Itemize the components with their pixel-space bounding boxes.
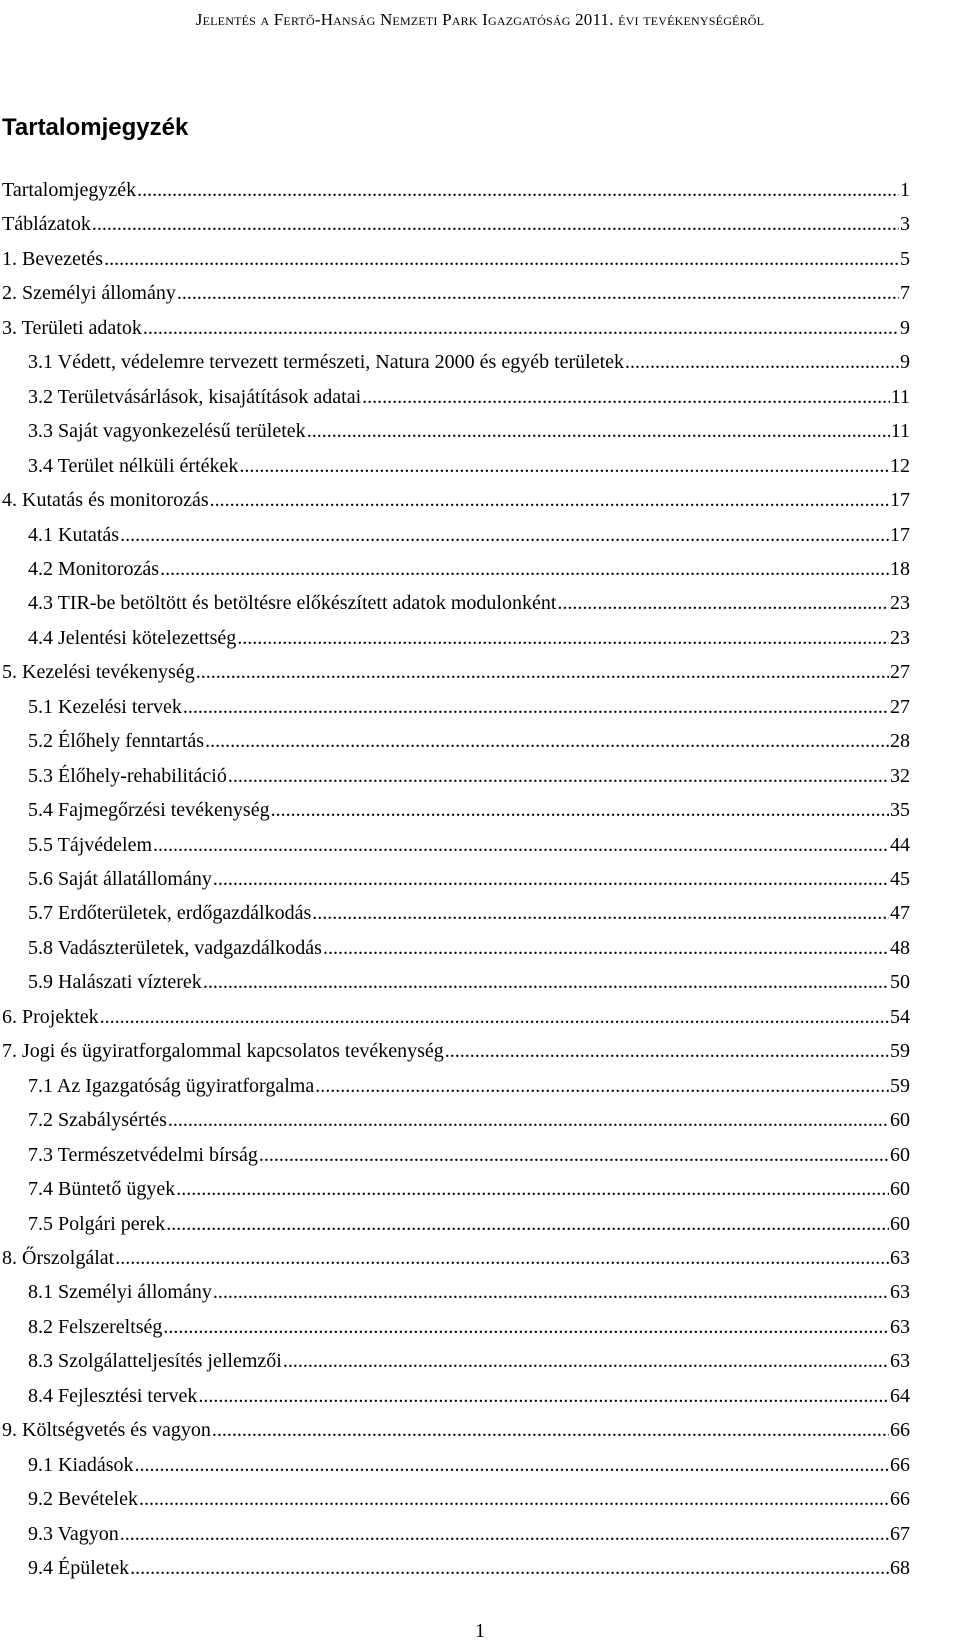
toc-entry-page: 60 — [890, 1143, 910, 1166]
toc-entry-page: 63 — [890, 1246, 910, 1269]
toc-entry-page: 11 — [890, 420, 910, 443]
toc-entry[interactable] — [28, 1519, 910, 1549]
document-header: Jelentés a Fertő-Hanság Nemzeti Park Igazgatóság 2011. évi tevékenységéről — [195, 10, 765, 29]
toc-entry[interactable] — [28, 830, 910, 860]
toc-entry-label: 8.2 Felszereltség — [28, 1315, 163, 1338]
toc-entry[interactable] — [28, 347, 910, 377]
toc-entry-label: 3.4 Terület nélküli értékek — [28, 454, 239, 477]
toc-entry-page: 23 — [890, 626, 910, 649]
toc-entry-label: Tartalomjegyzék — [2, 179, 137, 201]
toc-entry[interactable] — [28, 898, 910, 928]
toc-leader-dots — [362, 382, 890, 412]
toc-entry[interactable] — [2, 278, 910, 308]
toc-entry-page: 66 — [890, 1453, 910, 1476]
toc-entry-page: 35 — [890, 799, 910, 822]
toc-entry-label: 9. Költségvetés és vagyon — [2, 1419, 211, 1442]
toc-entry-page: 1 — [900, 179, 910, 201]
toc-leader-dots — [120, 1519, 889, 1549]
toc-entry-page: 47 — [890, 902, 910, 925]
toc-leader-dots — [135, 1450, 889, 1480]
toc-leader-dots — [210, 485, 889, 515]
toc-leader-dots — [203, 967, 889, 997]
toc-leader-dots — [168, 1105, 889, 1135]
toc-entry-label: 9.3 Vagyon — [28, 1522, 119, 1545]
toc-entry-label: 8.4 Fejlesztési tervek — [28, 1384, 198, 1407]
toc-entry-label: 5.5 Tájvédelem — [28, 833, 153, 856]
toc-entry[interactable] — [28, 1553, 910, 1583]
toc-entry-label: 8. Őrszolgálat — [2, 1246, 115, 1269]
toc-entry[interactable] — [2, 209, 910, 239]
toc-leader-dots — [120, 520, 889, 550]
toc-entry-label: 4. Kutatás és monitorozás — [2, 489, 209, 512]
toc-leader-dots — [445, 1036, 889, 1066]
toc-entry-page: 17 — [890, 523, 910, 546]
toc-entry-page: 60 — [890, 1178, 910, 1201]
toc-leader-dots — [307, 416, 890, 446]
toc-entry-page: 63 — [890, 1350, 910, 1373]
toc-entry[interactable] — [28, 864, 910, 894]
toc-entry-label: 5.8 Vadászterületek, vadgazdálkodás — [28, 936, 322, 959]
toc-entry[interactable] — [28, 692, 910, 722]
toc-leader-dots — [213, 1277, 889, 1307]
toc-entry-label: 1. Bevezetés — [2, 247, 104, 270]
toc-entry-label: 7.1 Az Igazgatóság ügyiratforgalma — [28, 1074, 315, 1097]
toc-entry-page: 18 — [890, 557, 910, 580]
toc-leader-dots — [143, 313, 899, 343]
toc-entry[interactable] — [28, 1209, 910, 1239]
toc-entry-page: 68 — [890, 1557, 910, 1579]
toc-entry-label: 5.6 Saját állatállomány — [28, 868, 212, 890]
toc-entry[interactable] — [2, 1002, 910, 1032]
toc-entry-label: 7. Jogi és ügyiratforgalommal kapcsolatos tevékenység — [2, 1040, 444, 1063]
toc-leader-dots — [237, 623, 889, 653]
toc-entry-page: 9 — [900, 351, 910, 374]
toc-entry-label: 8.1 Személyi állomány — [28, 1281, 212, 1304]
toc-leader-dots — [92, 209, 899, 239]
toc-leader-dots — [283, 1346, 889, 1376]
toc-entry[interactable] — [28, 726, 910, 756]
toc-entry[interactable] — [2, 657, 910, 687]
toc-leader-dots — [323, 933, 889, 963]
toc-entry-page: 64 — [890, 1384, 910, 1407]
toc-entry-page: 44 — [890, 833, 910, 856]
toc-entry-page: 63 — [890, 1315, 910, 1338]
toc-entry[interactable] — [28, 554, 910, 584]
toc-entry[interactable] — [28, 761, 910, 791]
toc-entry[interactable] — [28, 1484, 910, 1514]
toc-leader-dots — [198, 1381, 889, 1411]
toc-entry-label: 5.1 Kezelési tervek — [28, 695, 182, 718]
toc-entry[interactable] — [28, 1346, 910, 1376]
toc-entry[interactable] — [2, 485, 910, 515]
toc-leader-dots — [137, 175, 899, 205]
toc-entry-label: 6. Projektek — [2, 1005, 99, 1028]
toc-leader-dots — [183, 692, 889, 722]
toc-entry-label: 5.4 Fajmegőrzési tevékenység — [28, 799, 270, 822]
toc-entry[interactable] — [28, 1174, 910, 1204]
toc-entry[interactable] — [28, 933, 910, 963]
toc-entry[interactable] — [28, 416, 910, 446]
toc-leader-dots — [205, 726, 889, 756]
toc-entry-label: 9.1 Kiadások — [28, 1453, 134, 1476]
toc-leader-dots — [130, 1553, 889, 1583]
toc-leader-dots — [166, 1209, 889, 1239]
toc-entry[interactable] — [28, 382, 910, 412]
toc-entry-page: 54 — [890, 1005, 910, 1028]
toc-leader-dots — [176, 1174, 889, 1204]
toc-entry-page: 9 — [900, 316, 910, 339]
toc-leader-dots — [239, 451, 889, 481]
toc-entry[interactable] — [28, 1071, 910, 1101]
toc-entry-label: 5. Kezelési tevékenység — [2, 661, 195, 684]
toc-entry-page: 60 — [890, 1212, 910, 1235]
toc-entry-label: 5.3 Élőhely-rehabilitáció — [28, 764, 227, 787]
toc-entry-label: 7.4 Büntető ügyek — [28, 1178, 176, 1201]
toc-leader-dots — [139, 1484, 889, 1514]
toc-entry-label: 4.1 Kutatás — [28, 523, 120, 546]
toc-entry-label: 7.2 Szabálysértés — [28, 1109, 167, 1132]
toc-entry-label: 9.4 Épületek — [28, 1557, 130, 1579]
toc-entry-page: 27 — [890, 695, 910, 718]
toc-entry-page: 11 — [890, 385, 910, 408]
toc-entry[interactable] — [2, 1415, 910, 1445]
toc-entry-page: 3 — [900, 213, 910, 236]
toc-entry[interactable] — [28, 967, 910, 997]
toc-entry-page: 23 — [890, 592, 910, 615]
toc-leader-dots — [163, 1312, 889, 1342]
toc-entry-label: 4.2 Monitorozás — [28, 557, 160, 580]
toc-entry[interactable] — [2, 313, 910, 343]
toc-entry-label: 4.4 Jelentési kötelezettség — [28, 626, 237, 649]
toc-entry-page: 66 — [890, 1488, 910, 1511]
toc-entry-page: 7 — [900, 282, 910, 305]
toc-entry-label: 5.7 Erdőterületek, erdőgazdálkodás — [28, 902, 312, 925]
toc-entry[interactable] — [28, 451, 910, 481]
toc-leader-dots — [259, 1140, 889, 1170]
toc-entry-page: 45 — [890, 868, 910, 890]
toc-leader-dots — [228, 761, 889, 791]
toc-entry-page: 27 — [890, 661, 910, 684]
toc-leader-dots — [160, 554, 889, 584]
toc-entry-page: 60 — [890, 1109, 910, 1132]
toc-leader-dots — [315, 1071, 889, 1101]
toc-entry-label: 5.9 Halászati vízterek — [28, 971, 202, 994]
toc-entry-label: 3.3 Saját vagyonkezelésű területek — [28, 420, 306, 443]
toc-entry[interactable] — [2, 244, 910, 274]
toc-entry[interactable] — [28, 1277, 910, 1307]
toc-leader-dots — [104, 244, 899, 274]
toc-leader-dots — [557, 588, 889, 618]
toc-entry[interactable] — [28, 795, 910, 825]
toc-entry-label: 4.3 TIR-be betöltött és betöltésre előkészített adatok modulonként — [28, 592, 557, 615]
toc-entry-label: Táblázatok — [2, 213, 91, 236]
toc-entry[interactable] — [28, 1312, 910, 1342]
toc-entry-page: 63 — [890, 1281, 910, 1304]
toc-entry-label: 9.2 Bevételek — [28, 1488, 138, 1511]
toc-leader-dots — [213, 864, 889, 894]
toc-entry-page: 59 — [890, 1074, 910, 1097]
toc-entry[interactable] — [2, 1243, 910, 1273]
toc-leader-dots — [312, 898, 889, 928]
toc-entry-label: 7.5 Polgári perek — [28, 1212, 166, 1235]
toc-entry-label: 5.2 Élőhely fenntartás — [28, 730, 205, 753]
toc-entry[interactable] — [2, 1036, 910, 1066]
toc-entry[interactable] — [28, 520, 910, 550]
toc-entry-page: 28 — [890, 730, 910, 753]
toc-leader-dots — [100, 1002, 889, 1032]
toc-entry-page: 50 — [890, 971, 910, 994]
toc-leader-dots — [153, 830, 889, 860]
toc-entry-page: 17 — [890, 489, 910, 512]
toc-entry-label: 2. Személyi állomány — [2, 282, 176, 305]
toc-entry-page: 5 — [900, 247, 910, 270]
toc-entry-page: 32 — [890, 764, 910, 787]
toc-leader-dots — [271, 795, 889, 825]
toc-title: Tartalomjegyzék — [2, 114, 189, 141]
page-number: 1 — [475, 1620, 485, 1642]
toc-entry-label: 7.3 Természetvédelmi bírság — [28, 1143, 258, 1166]
toc-entry-label: 3. Területi adatok — [2, 316, 142, 339]
toc-leader-dots — [625, 347, 899, 377]
toc-entry-page: 66 — [890, 1419, 910, 1442]
toc-entry[interactable] — [28, 1450, 910, 1480]
toc-entry-page: 67 — [890, 1522, 910, 1545]
toc-leader-dots — [115, 1243, 889, 1273]
toc-entry[interactable] — [28, 1105, 910, 1135]
toc-entry[interactable] — [28, 588, 910, 618]
toc-leader-dots — [177, 278, 899, 308]
toc-leader-dots — [196, 657, 889, 687]
toc-entry-label: 3.1 Védett, védelemre tervezett természeti, Natura 2000 és egyéb területek — [28, 351, 625, 374]
toc-entry-page: 12 — [890, 454, 910, 477]
toc-entry-page: 59 — [890, 1040, 910, 1063]
toc-leader-dots — [212, 1415, 889, 1445]
toc-entry[interactable] — [28, 1140, 910, 1170]
toc-entry[interactable] — [28, 623, 910, 653]
toc-entry[interactable] — [2, 175, 910, 205]
toc-entry-label: 3.2 Területvásárlások, kisajátítások adatai — [28, 385, 362, 408]
toc-entry-page: 48 — [890, 936, 910, 959]
toc-entry-label: 8.3 Szolgálatteljesítés jellemzői — [28, 1350, 282, 1373]
toc-entry[interactable] — [28, 1381, 910, 1411]
